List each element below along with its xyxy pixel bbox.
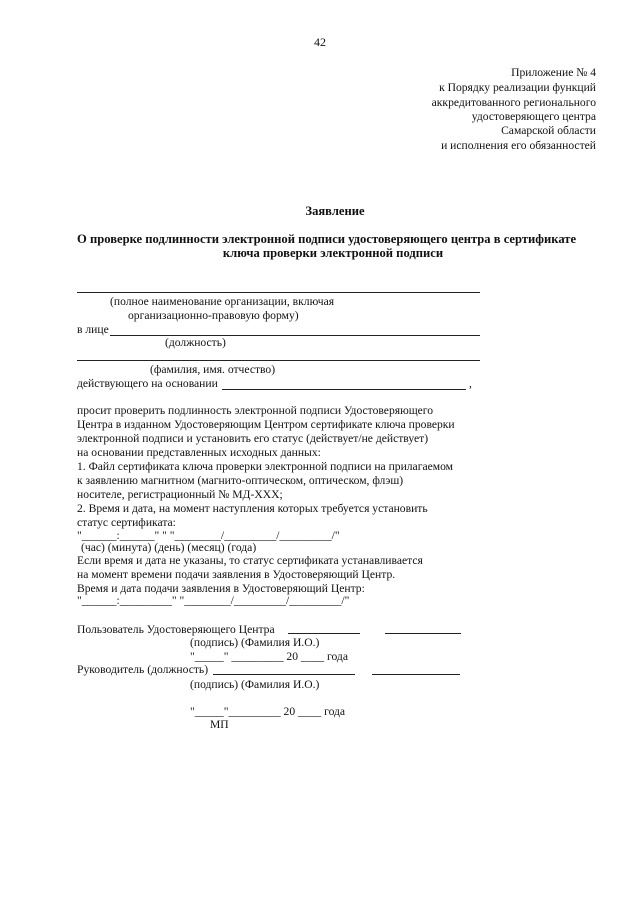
full-name-caption: (фамилия, имя. отчество): [150, 363, 276, 376]
appendix-line-6: и исполнения его обязанностей: [441, 139, 596, 152]
note-line-3: Время и дата подачи заявления в Удостоверяющий Центр:: [77, 582, 365, 595]
body-line-9: статус сертификата:: [77, 516, 176, 529]
submission-datetime-blank: "______:_________" "________/_________/_________/": [77, 594, 350, 607]
subtitle-line-2: ключа проверки электронной подписи: [222, 246, 444, 260]
full-name-line: [77, 360, 480, 361]
subtitle-line-1: О проверке подлинности электронной подписи удостоверяющего центра в сертификате: [77, 232, 577, 246]
head-signature-line: [213, 674, 355, 675]
requested-datetime-blank: "______:______" " "________/_________/_________/": [77, 529, 340, 542]
appendix-line-2: к Порядку реализации функций: [439, 81, 596, 94]
appendix-line-5: Самарской области: [501, 124, 596, 137]
body-line-3: электронной подписи и установить его статус (действует/не действует): [77, 432, 429, 445]
acting-basis-comma: ,: [469, 377, 472, 390]
body-line-2: Центра в изданном Удостоверяющим Центром сертификате ключа проверки: [77, 418, 455, 431]
body-line-6: к заявлению магнитном (магнито-оптическом, оптическом, флэш): [77, 474, 404, 487]
body-line-7: носителе, регистрационный № МД-XXX;: [77, 488, 283, 501]
note-line-2: на момент времени подачи заявления в Удостоверяющий Центр.: [77, 568, 396, 581]
head-signature-date: "_____"_________ 20 ____ года: [190, 705, 346, 718]
organization-caption-2: организационно-правовую форму): [128, 309, 299, 322]
body-line-5: 1. Файл сертификата ключа проверки электронной подписи на прилагаемом: [77, 460, 453, 473]
acting-basis-line: [222, 389, 466, 390]
user-signature-label: Пользователь Удостоверяющего Центра: [77, 623, 275, 636]
appendix-line-4: удостоверяющего центра: [471, 110, 596, 123]
position-caption: (должность): [165, 336, 226, 349]
page-number: 42: [314, 35, 326, 49]
user-signature-line: [288, 633, 360, 634]
organization-name-line: [77, 292, 480, 293]
organization-caption-1: (полное наименование организации, включая: [110, 295, 335, 308]
in-person-label: в лице: [77, 323, 109, 336]
stamp-label: МП: [210, 718, 229, 731]
head-signature-caption: (подпись) (Фамилия И.О.): [190, 678, 320, 691]
body-line-4: на основании представленных исходных данных:: [77, 446, 321, 459]
document-title: Заявление: [305, 204, 365, 218]
user-signature-caption: (подпись) (Фамилия И.О.): [190, 636, 320, 649]
body-line-1: просит проверить подлинность электронной подписи Удостоверяющего: [77, 404, 434, 417]
datetime-caption: (час) (минута) (день) (месяц) (года): [81, 541, 257, 554]
user-signature-date: "_____" _________ 20 ____ года: [190, 650, 348, 663]
appendix-line-1: Приложение № 4: [511, 66, 596, 79]
head-name-line: [372, 674, 460, 675]
user-name-line: [385, 633, 461, 634]
note-line-1: Если время и дата не указаны, то статус сертификата устанавливается: [77, 554, 423, 567]
body-line-8: 2. Время и дата, на момент наступления которых требуется установить: [77, 502, 428, 515]
head-signature-label: Руководитель (должность): [77, 663, 209, 676]
acting-basis-label: действующего на основании: [77, 377, 218, 390]
appendix-line-3: аккредитованного регионального: [431, 96, 596, 109]
